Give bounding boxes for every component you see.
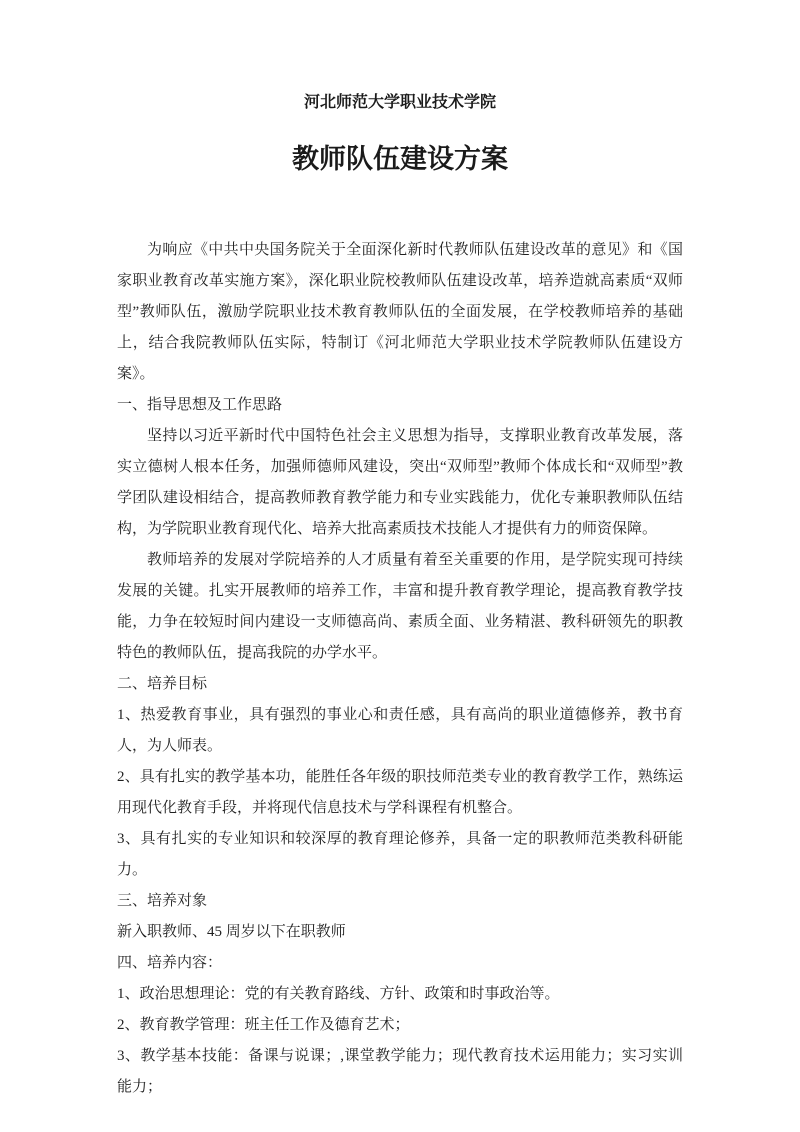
section-heading-4: 四、培养内容：	[117, 955, 223, 971]
doc-title: 教师队伍建设方案	[292, 144, 508, 174]
doc-body	[117, 235, 683, 1103]
content-item-2: 2、教育教学管理：班主任工作及德育艺术；	[117, 1017, 410, 1033]
goal-item-1: 1、热爱教育事业，具有强烈的事业心和责任感，具有高尚的职业道德修养，教书育人，为人师表。	[117, 707, 683, 754]
section-heading-2: 二、培养目标	[117, 676, 208, 692]
paragraph-teacher-quality: 教师培养的发展对学院培养的人才质量有着至关重要的作用，是学院实现可持续发展的关键。扎实开展教师的培养工作，丰富和提升教育教学理论，提高教育教学技能，力争在较短时间内建设一支师德高尚、素质全面、业务精湛、教科研领先的职教特色的教师队伍，提高我院的办学水平。	[117, 552, 683, 661]
doc-header: 河北师范大学职业技术学院	[303, 94, 496, 111]
paragraph-intro: 为响应《中共中央国务院关于全面深化新时代教师队伍建设改革的意见》和《国家职业教育改革实施方案》，深化职业院校教师队伍建设改革，培养造就高素质“双师型”教师队伍，激励学院职业技术教育教师队伍的全面发展，在学校教师培养的基础上，结合我院教师队伍实际，特制订《河北师范大学职业技术学院教师队伍建设方案》。	[117, 242, 683, 382]
content-item-1: 1、政治思想理论：党的有关教育路线、方针、政策和时事政治等。	[117, 986, 560, 1002]
goal-item-2: 2、具有扎实的教学基本功，能胜任各年级的职技师范类专业的教育教学工作，熟练运用现代化教育手段，并将现代信息技术与学科课程有机整合。	[117, 769, 683, 816]
section-heading-1: 一、指导思想及工作思路	[117, 397, 283, 413]
target-audience-line: 新入职教师、45 周岁以下在职教师	[117, 924, 346, 940]
section-heading-3: 三、培养对象	[117, 893, 208, 909]
goal-item-3: 3、具有扎实的专业知识和较深厚的教育理论修养，具备一定的职教师范类教科研能力。	[117, 831, 683, 878]
paragraph-guiding-ideology: 坚持以习近平新时代中国特色社会主义思想为指导，支撑职业教育改革发展，落实立德树人根本任务，加强师德师风建设，突出“双师型”教师个体成长和“双师型”教学团队建设相结合，提高教师教育教学能力和专业实践能力，优化专兼职教师队伍结构，为学院职业教育现代化、培养大批高素质技术技能人才提供有力的师资保障。	[117, 428, 683, 537]
content-item-3: 3、教学基本技能：备课与说课；,课堂教学能力；现代教育技术运用能力；实习实训能力；	[117, 1048, 683, 1095]
